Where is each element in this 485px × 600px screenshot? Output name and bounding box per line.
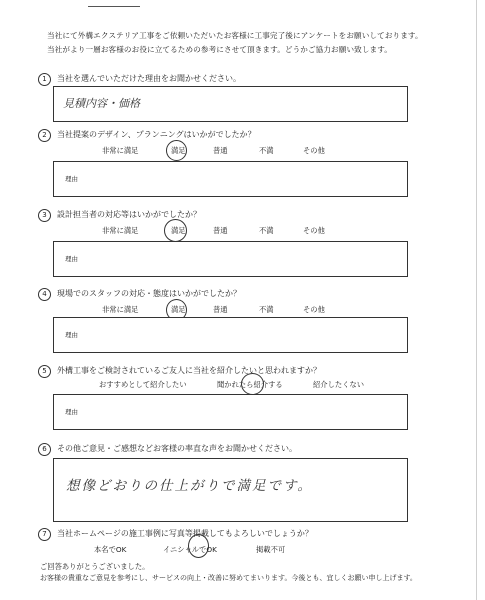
q7-option-initials[interactable]: イニシャルでOK xyxy=(163,545,217,554)
q5-option-if-asked[interactable]: 聞かれたら紹介する xyxy=(217,380,283,389)
intro-line-1: 当社にて外構エクステリア工事をご依頼いただいたお客様に工事完了後にアンケートをお願いしております。 xyxy=(47,31,423,40)
reason-box-5[interactable] xyxy=(53,394,408,430)
q7-option-real-name[interactable]: 本名でOK xyxy=(94,545,127,554)
q3-option-very-satisfied[interactable]: 非常に満足 xyxy=(102,226,139,235)
reason-box-3[interactable] xyxy=(53,241,408,277)
scan-edge xyxy=(476,0,477,600)
q2-selection-circle xyxy=(166,140,187,161)
question-3-text: 設計担当者の対応等はいかがでしたか？ xyxy=(57,210,201,219)
footer-thanks: ご回答ありがとうございました。 xyxy=(40,562,150,571)
question-6 xyxy=(38,443,297,456)
footer-message: お客様の貴重なご意見を参考にし、サービスの向上・改善に努めてまいります。今後とも、宜しくお願い申し上げます。 xyxy=(40,574,417,582)
question-7 xyxy=(38,528,313,541)
reason-label-3: 理由 xyxy=(65,255,78,263)
question-number-5: 5 xyxy=(38,365,51,378)
reason-label-2: 理由 xyxy=(65,175,78,183)
q3-selection-circle xyxy=(164,219,187,242)
q7-selection-circle xyxy=(188,534,209,558)
q4-option-normal[interactable]: 普通 xyxy=(213,305,228,314)
question-6-text: その他ご意見・ご感想などお客様の率直な声をお聞かせください。 xyxy=(57,444,297,453)
question-number-4: 4 xyxy=(38,288,51,301)
q2-option-very-satisfied[interactable]: 非常に満足 xyxy=(102,146,139,155)
q7-option-not-allowed[interactable]: 掲載不可 xyxy=(256,545,286,554)
header-rule xyxy=(88,6,140,7)
q3-option-satisfied[interactable]: 満足 xyxy=(171,226,186,235)
question-number-2: 2 xyxy=(38,129,51,142)
question-1-text: 当社を選んでいただけた理由をお聞かせください。 xyxy=(57,74,241,83)
question-number-6: 6 xyxy=(38,443,51,456)
question-1 xyxy=(38,73,241,86)
q2-option-satisfied[interactable]: 満足 xyxy=(171,146,186,155)
reason-box-4[interactable] xyxy=(53,317,408,353)
q3-option-dissatisfied[interactable]: 不満 xyxy=(259,226,274,235)
question-5-text: 外構工事をご検討されているご友人に当社を紹介したいと思われますか？ xyxy=(57,366,321,375)
q5-option-recommend[interactable]: おすすめとして紹介したい xyxy=(99,380,187,389)
reason-label-5: 理由 xyxy=(65,408,78,416)
q5-selection-circle xyxy=(241,373,264,395)
q4-option-very-satisfied[interactable]: 非常に満足 xyxy=(102,305,139,314)
q3-option-other[interactable]: その他 xyxy=(303,226,325,235)
question-number-1: 1 xyxy=(38,73,51,86)
q2-option-dissatisfied[interactable]: 不満 xyxy=(259,146,274,155)
question-4 xyxy=(38,288,241,301)
question-number-7: 7 xyxy=(38,528,51,541)
question-4-text: 現場でのスタッフの対応・態度はいかがでしたか？ xyxy=(57,289,241,298)
q4-option-other[interactable]: その他 xyxy=(303,305,325,314)
handwritten-answer-6: 想像どおりの仕上がりで満足です。 xyxy=(66,478,313,494)
reason-label-4: 理由 xyxy=(65,331,78,339)
question-2 xyxy=(38,129,256,142)
q3-option-normal[interactable]: 普通 xyxy=(213,226,228,235)
q2-option-other[interactable]: その他 xyxy=(303,146,325,155)
question-7-text: 当社ホームページの施工事例に写真等掲載してもよろしいでしょうか？ xyxy=(57,529,313,538)
q4-option-dissatisfied[interactable]: 不満 xyxy=(259,305,274,314)
question-2-text: 当社提案のデザイン、プランニングはいかがでしたか？ xyxy=(57,130,256,139)
q2-option-normal[interactable]: 普通 xyxy=(213,146,228,155)
q4-option-satisfied[interactable]: 満足 xyxy=(171,305,186,314)
question-5 xyxy=(38,365,321,378)
answer-box-6[interactable] xyxy=(53,458,408,522)
question-number-3: 3 xyxy=(38,209,51,222)
reason-box-2[interactable] xyxy=(53,161,408,197)
q5-option-not-recommend[interactable]: 紹介したくない xyxy=(313,380,365,389)
answer-box-1[interactable] xyxy=(53,86,408,122)
handwritten-answer-1: 見積内容・価格 xyxy=(63,97,140,110)
intro-line-2: 当社がより一層お客様のお役に立てるための参考にさせて頂きます。どうかご協力お願い致します。 xyxy=(47,45,392,54)
